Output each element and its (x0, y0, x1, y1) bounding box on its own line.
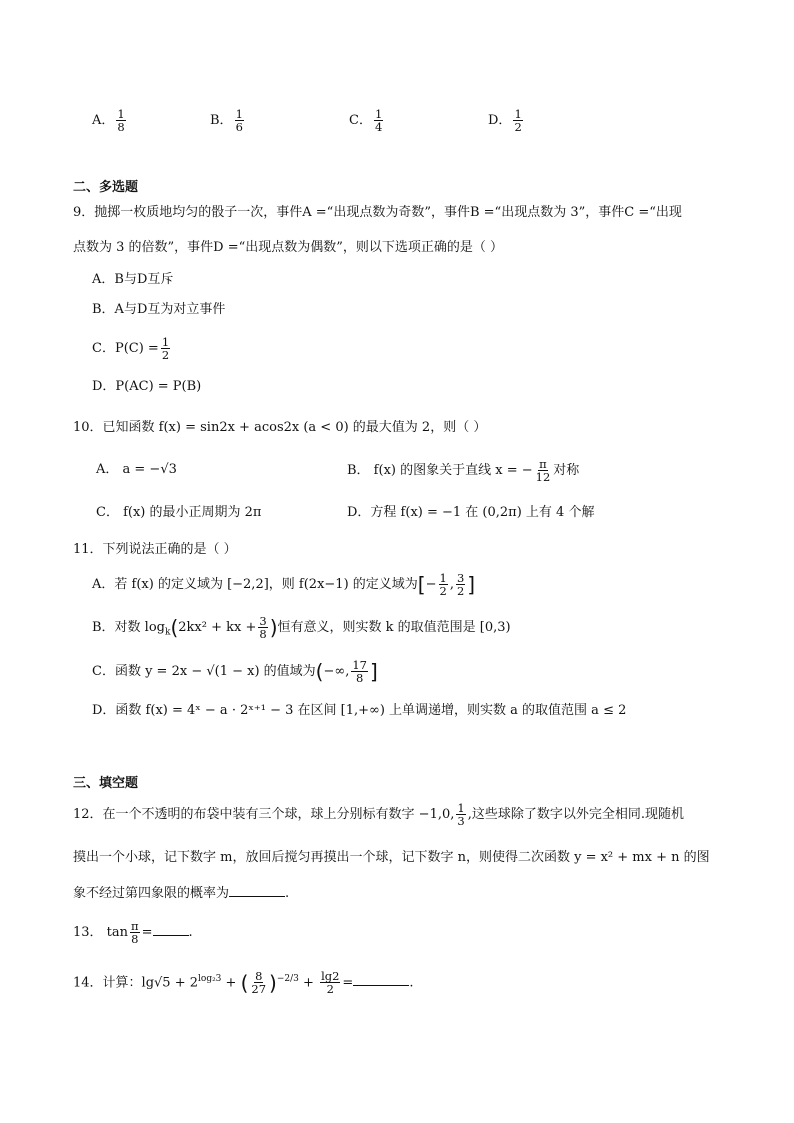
fraction: $\frac{1}{2}$ (514, 107, 522, 134)
q10-option-a: A． a = −√3 (96, 462, 177, 477)
q10-stem: 10．已知函数 f(x) = sin2x + acos2x (a < 0) 的最大值为 2，则（ ） (73, 420, 487, 435)
q9-option-c: C．P(C) = $\frac{1}{2}$ (92, 335, 170, 362)
fraction: $\frac{1}{6}$ (235, 107, 243, 134)
q11-stem: 11．下列说法正确的是（ ） (73, 542, 237, 557)
q10-option-c: C． f(x) 的最小正周期为 2π (96, 505, 262, 520)
section-heading-fill-in: 三、填空题 (73, 776, 139, 791)
fraction: $\frac{\lg 2}{2}$ (321, 969, 340, 997)
q8-option-d: D． $\frac{1}{2}$ (488, 107, 522, 134)
fraction: $\frac{3}{8}$ (259, 614, 267, 641)
fraction: $\frac{1}{8}$ (117, 107, 125, 134)
q9-stem-line2: 点数为 3 的倍数”，事件D =“出现点数为偶数”，则以下选项正确的是（ ） (73, 240, 504, 255)
q10-option-d: D．方程 f(x) = −1 在 (0,2π) 上有 4 个解 (347, 505, 595, 520)
q8-option-b: B． $\frac{1}{6}$ (210, 107, 243, 134)
q14: 14．计算：$\lg√5 + 2^{log_23}$ + ( $\frac{8}{27}$ )$^{-2/3}$ + $\frac{\lg 2}{2}$ = . (73, 969, 414, 997)
q11-option-a: A．若 f(x) 的定义域为 [−2,2]，则 f(2x−1) 的定义域为[− $\frac{1}{2}$ , $\frac{3}{2}$ ] (92, 571, 476, 598)
q10-option-b: B． f(x) 的图象关于直线 x = − $\frac{\pi}{12}$ 对称 (347, 457, 580, 484)
fraction: $\frac{1}{2}$ (161, 335, 170, 362)
fraction: $\frac{\pi}{12}$ (535, 457, 551, 484)
fraction: $\frac{1}{2}$ (439, 571, 447, 598)
q11-option-c: C．函数 y = 2x − √(1 − x) 的值域为(−∞, $\frac{17}{8}$ ] (92, 658, 378, 685)
fraction: $\frac{1}{3}$ (457, 801, 465, 828)
q9-stem-line1: 9．抛掷一枚质地均匀的骰子一次，事件A =“出现点数为奇数”，事件B =“出现点数为 3”，事件C =“出现 (73, 205, 682, 220)
q9-option-d: D．P(AC) = P(B) (92, 379, 202, 394)
fraction: $\frac{1}{4}$ (374, 107, 383, 134)
option-label: A． (92, 113, 115, 128)
q13: 13． tan $\frac{\pi}{8}$ = . (73, 919, 193, 946)
q8-option-a (92, 108, 128, 133)
q12-line2: 摸出一个小球，记下数字 m，放回后搅匀再摸出一个球，记下数字 n，则使得二次函数 y = x² + mx + n 的图 (73, 850, 710, 865)
section-heading-multiple-choice: 二、多选题 (73, 180, 139, 195)
answer-blank[interactable] (229, 882, 285, 897)
q9-option-a: A．B与D互斥 (92, 272, 174, 287)
answer-blank[interactable] (353, 971, 409, 986)
q11-option-d: D．函数 f(x) = 4ˣ − a · 2ˣ⁺¹ − 3 在区间 [1,+∞) 上单调递增，则实数 a 的取值范围 a ≤ 2 (92, 703, 627, 718)
q12-line3: 象不经过第四象限的概率为 . (73, 882, 289, 904)
fraction: $\frac{17}{8}$ (352, 658, 367, 685)
q11-option-b: B．对数 $\log_k(2kx^2$ + kx + $\frac{3}{8}$ )恒有意义，则实数 k 的取值范围是 [0,3) (92, 614, 511, 641)
answer-blank[interactable] (153, 921, 189, 936)
fraction: $\frac{8}{27}$ (251, 969, 267, 997)
fraction: $\frac{\pi}{8}$ (131, 919, 139, 946)
fraction: $\frac{3}{2}$ (456, 571, 465, 598)
q9-option-b: B．A与D互为对立事件 (92, 302, 226, 317)
q12-line1: 12．在一个不透明的布袋中装有三个球，球上分别标有数字 −1,0, $\frac{1}{3}$ ,这些球除了数字以外完全相同.现随机 (73, 801, 684, 828)
q8-option-c: C． $\frac{1}{4}$ (349, 107, 383, 134)
